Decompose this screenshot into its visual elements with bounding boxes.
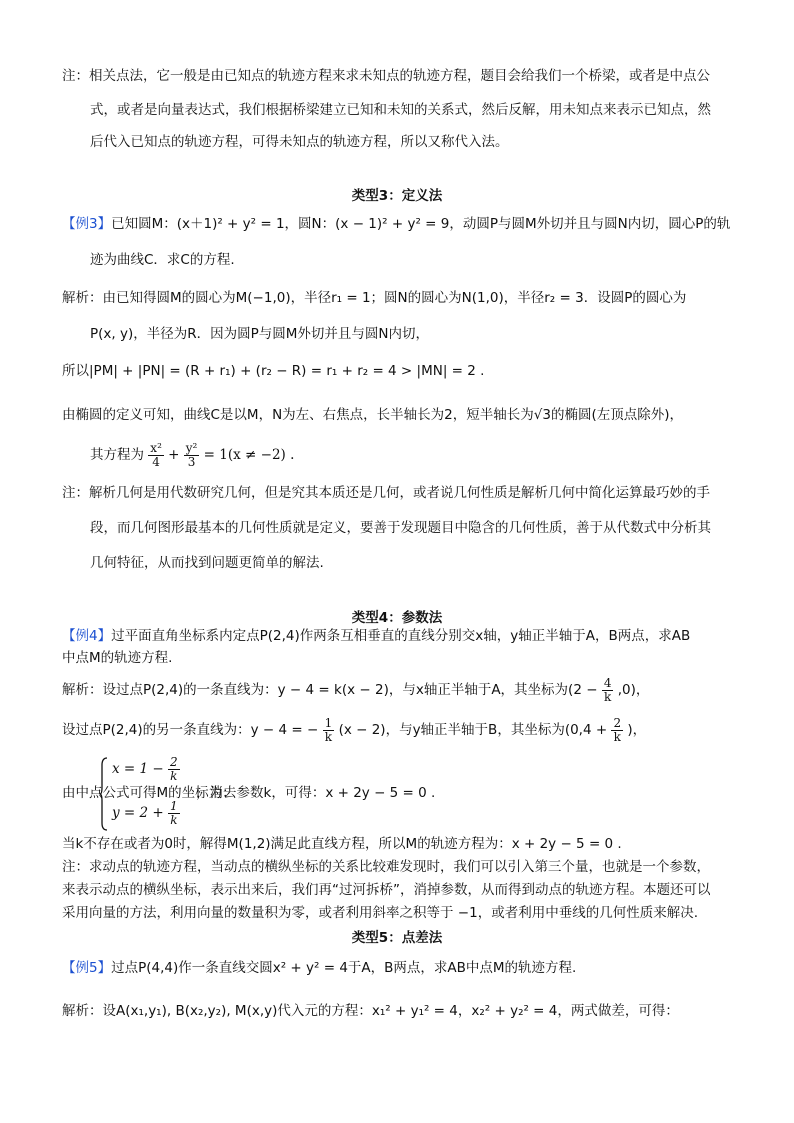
example4-question-line1 — [62, 626, 690, 646]
fraction-4-over-k — [602, 677, 614, 704]
example4-question-line2: 中点M的轨迹方程. — [62, 650, 173, 666]
note1-line1: 注：相关点法，它一般是由已知点的轨迹方程来求未知点的轨迹方程，题目会给我们一个桥梁，或者是中点公 — [62, 68, 710, 84]
type3-heading: 类型3：定义法 — [351, 188, 443, 204]
frac-den: k — [170, 769, 178, 783]
sys2-prefix: y = 2 + — [112, 805, 164, 821]
example3-question-line2: 迹为曲线C．求C的方程. — [90, 252, 235, 268]
answer2-middle: (x − 2)，与y轴正半轴于B，其坐标为(0,4 + — [338, 722, 608, 738]
answer1-suffix: ,0)， — [617, 682, 650, 698]
example4-note-line2: 来表示动点的横纵坐标，表示出来后，我们再“过河拆桥”，消掉参数，从而得到动点的轨迹方程。本题还可以 — [62, 882, 711, 898]
example5-tag: 【例5】 — [62, 960, 112, 976]
fraction-1-over-k-sys — [168, 800, 180, 827]
example4-answer-line2 — [62, 715, 646, 745]
example4-answer-line3-prefix: 由中点公式可得M的坐标为： — [62, 785, 236, 801]
fraction-2-over-k — [611, 717, 623, 744]
frac-den: k — [613, 729, 621, 744]
example5-question-line1 — [62, 958, 576, 978]
example4-tag: 【例4】 — [62, 628, 112, 644]
frac-den: k — [324, 729, 333, 744]
note1-line3: 后代入已知点的轨迹方程，可得未知点的轨迹方程，所以又称代入法。 — [90, 134, 509, 150]
equation-suffix: = 1(x ≠ −2) . — [203, 447, 295, 463]
answer1-prefix: 解析：设过点P(2,4)的一条直线为：y − 4 = k(x − 2)，与x轴正半轴于A，其坐标为(2 − — [62, 682, 598, 698]
frac-num: 2 — [170, 755, 178, 769]
example3-answer-line5 — [90, 440, 294, 470]
type5-heading: 类型5：点差法 — [351, 930, 443, 946]
example3-answer-line1: 解析：由已知得圆M的圆心为M(−1,0)，半径r₁ = 1；圆N的圆心为N(1,0)，半径r₂ = 3．设圆P的圆心为 — [62, 290, 687, 306]
system-brace — [100, 757, 108, 831]
note1-line2: 式，或者是向量表达式，我们根据桥梁建立已知和未知的关系式，然后反解，用未知点来表示已知点，然 — [90, 102, 711, 118]
example4-note-line1: 注：求动点的轨迹方程，当动点的横纵坐标的关系比较难发现时，我们可以引入第三个量，也就是一个参数， — [62, 859, 710, 875]
example5-q1: 过点P(4,4)作一条直线交圆x² + y² = 4于A，B两点，求AB中点M的轨迹方程. — [111, 960, 577, 976]
example4-q1: 过平面直角坐标系内定点P(2,4)作两条互相垂直的直线分别交x轴，y轴正半轴于A，B两点，求AB — [111, 628, 691, 644]
frac-den: k — [170, 813, 178, 827]
system-equation-2 — [112, 800, 180, 827]
system-equation-1 — [112, 756, 180, 783]
equation-prefix: 其方程为 — [90, 447, 144, 463]
answer2-suffix: )， — [627, 722, 647, 738]
example5-answer-line1: 解析：设A(x₁,y₁), B(x₂,y₂), M(x,y)代入元的方程：x₁² + y₁² = 4，x₂² + y₂² = 4，两式做差，可得： — [62, 1003, 679, 1019]
example3-note-line2: 段，而几何图形最基本的几何性质就是定义，要善于发现题目中隐含的几何性质，善于从代数式中分析其 — [90, 520, 711, 536]
fraction-x2-over-4 — [148, 442, 164, 469]
example3-note-line3: 几何特征，从而找到问题更简单的解法. — [90, 555, 324, 571]
frac-num: y² — [185, 440, 198, 455]
frac-num: x² — [150, 440, 162, 455]
example3-answer-line3: 所以|PM| + |PN| = (R + r₁) + (r₂ − R) = r₁ + r₂ = 4 > |MN| = 2 . — [62, 363, 485, 379]
frac-den: 3 — [187, 454, 196, 469]
example3-answer-line4: 由椭圆的定义可知，曲线C是以M，N为左、右焦点，长半轴长为2，短半轴长为√3的椭圆(左顶点除外)， — [62, 407, 683, 423]
example4-answer-line3-suffix: ，消去参数k，可得：x + 2y − 5 = 0 . — [196, 785, 436, 801]
plus-sign: + — [168, 447, 180, 463]
example4-note-line3: 采用向量的方法，利用向量的数量积为零，或者利用斜率之积等于 −1，或者利用中垂线的几何性质来解决. — [62, 905, 698, 921]
example3-q1: 已知圆M：(x＋1)² + y² = 1，圆N：(x − 1)² + y² = 9，动圆P与圆M外切并且与圆N内切，圆心P的轨 — [111, 216, 731, 232]
example4-answer-line4: 当k不存在或者为0时，解得M(1,2)满足此直线方程，所以M的轨迹方程为：x + 2y − 5 = 0 . — [62, 836, 622, 852]
frac-num: 1 — [170, 799, 178, 813]
frac-den: 4 — [152, 454, 160, 469]
sys1-prefix: x = 1 − — [112, 761, 164, 777]
frac-num: 1 — [324, 715, 333, 730]
example3-question-line1 — [62, 214, 730, 234]
frac-den: k — [604, 689, 612, 704]
frac-num: 2 — [613, 715, 622, 730]
frac-num: 4 — [603, 675, 612, 690]
example4-answer-line1 — [62, 675, 649, 705]
example3-answer-line2: P(x, y)，半径为R．因为圆P与圆M外切并且与圆N内切， — [90, 326, 430, 342]
example3-note-line1: 注：解析几何是用代数研究几何，但是究其本质还是几何，或者说几何性质是解析几何中简化运算最巧妙的手 — [62, 485, 710, 501]
fraction-y2-over-3 — [184, 442, 200, 469]
type4-heading: 类型4：参数法 — [351, 610, 443, 626]
fraction-2-over-k-sys — [168, 756, 180, 783]
answer2-prefix: 设过点P(2,4)的另一条直线为：y − 4 = − — [62, 722, 319, 738]
example3-tag: 【例3】 — [62, 216, 112, 232]
fraction-1-over-k — [323, 717, 335, 744]
